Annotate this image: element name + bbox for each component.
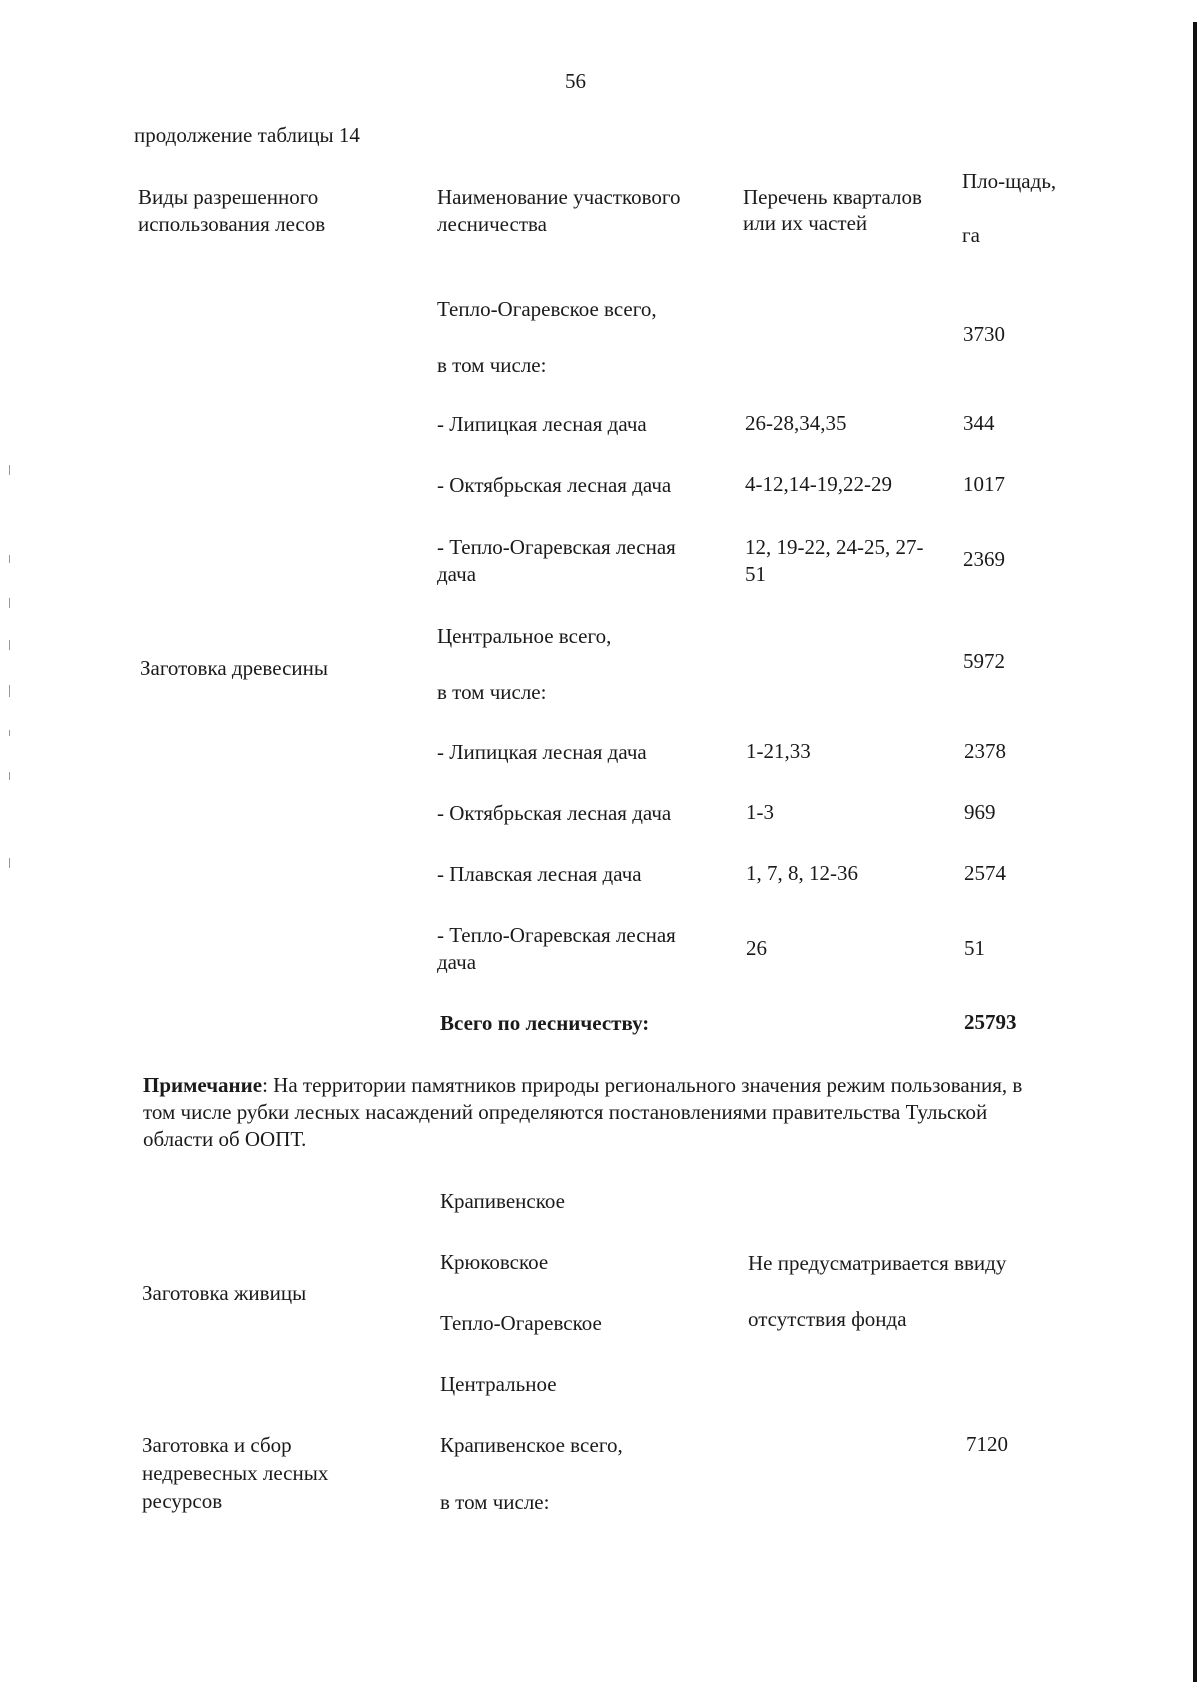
forestry-total-area: 5972 xyxy=(963,649,1005,673)
forestry-total-name: Крапивенское всего, xyxy=(440,1433,623,1457)
dacha-name: - Липицкая лесная дача xyxy=(437,412,647,436)
header-use-type: Виды разрешенного xyxy=(138,185,319,209)
scan-mark xyxy=(9,555,10,563)
dacha-name: - Плавская лесная дача xyxy=(437,862,642,886)
quarters-value: 26-28,34,35 xyxy=(745,411,847,435)
scan-mark xyxy=(9,730,10,736)
quarters-value: 26 xyxy=(746,936,767,960)
area-value: 969 xyxy=(964,800,996,824)
header-area: га xyxy=(962,223,980,247)
page-number: 56 xyxy=(565,69,586,93)
quarters-value: 12, 19-22, 24-25, 27- xyxy=(745,535,924,559)
scan-edge-line xyxy=(1193,22,1197,1682)
total-label: Всего по лесничеству: xyxy=(440,1011,650,1035)
area-value: 344 xyxy=(963,411,995,435)
dacha-name: - Тепло-Огаревская лесная xyxy=(437,535,676,559)
forestry-total-area: 3730 xyxy=(963,322,1005,346)
area-value: 2574 xyxy=(964,861,1006,885)
total-area: 25793 xyxy=(964,1010,1017,1034)
header-use-type: использования лесов xyxy=(138,212,326,236)
header-quarters: Перечень кварталов xyxy=(743,185,922,209)
quarters-value: 1-3 xyxy=(746,800,774,824)
scan-mark xyxy=(9,640,10,650)
scan-mark xyxy=(9,465,10,475)
use-type-label: недревесных лесных xyxy=(142,1461,329,1485)
scan-mark xyxy=(9,685,10,697)
area-value: 2378 xyxy=(964,739,1006,763)
header-quarters: или их частей xyxy=(743,211,868,235)
note-text: : На территории памятников природы регионального значения режим пользования, в том числе рубки лесных насаждений определяются постановлениями правительства Тульской области об ООПТ. xyxy=(143,1073,1023,1151)
note-label: Примечание xyxy=(143,1073,263,1097)
scan-mark xyxy=(9,598,10,608)
dacha-name: дача xyxy=(437,950,477,974)
quarters-value: 1-21,33 xyxy=(746,739,811,763)
header-forestry: лесничества xyxy=(437,212,547,236)
quarters-value: 4-12,14-19,22-29 xyxy=(745,472,892,496)
area-value: 2369 xyxy=(963,547,1005,571)
forestry-incl: в том числе: xyxy=(440,1490,550,1514)
forestry-total-name: Центральное всего, xyxy=(437,624,612,648)
dacha-name: - Липицкая лесная дача xyxy=(437,740,647,764)
scan-mark xyxy=(9,772,10,780)
resin-remark: отсутствия фонда xyxy=(748,1307,907,1331)
dacha-name: дача xyxy=(437,562,477,586)
use-type-label: Заготовка живицы xyxy=(142,1281,307,1305)
use-type-label: Заготовка древесины xyxy=(140,656,328,680)
forestry-total-area: 7120 xyxy=(966,1432,1008,1456)
table-note xyxy=(143,1072,1043,1153)
header-area: Пло-щадь, xyxy=(962,169,1057,193)
forestry-name: Крюковское xyxy=(440,1250,549,1274)
forestry-name: Центральное xyxy=(440,1372,557,1396)
dacha-name: - Октябрьская лесная дача xyxy=(437,473,672,497)
forestry-name: Крапивенское xyxy=(440,1189,565,1213)
quarters-value: 51 xyxy=(745,562,766,586)
use-type-label: ресурсов xyxy=(142,1489,223,1513)
forestry-name: Тепло-Огаревское xyxy=(440,1311,602,1335)
quarters-value: 1, 7, 8, 12-36 xyxy=(746,861,858,885)
resin-remark: Не предусматривается ввиду xyxy=(748,1251,1007,1275)
forestry-incl: в том числе: xyxy=(437,680,547,704)
dacha-name: - Тепло-Огаревская лесная xyxy=(437,923,676,947)
table-caption: продолжение таблицы 14 xyxy=(134,123,360,147)
forestry-total-name: Тепло-Огаревское всего, xyxy=(437,297,657,321)
dacha-name: - Октябрьская лесная дача xyxy=(437,801,672,825)
scan-mark xyxy=(9,858,10,868)
area-value: 51 xyxy=(964,936,985,960)
use-type-label: Заготовка и сбор xyxy=(142,1433,292,1457)
area-value: 1017 xyxy=(963,472,1005,496)
forestry-incl: в том числе: xyxy=(437,353,547,377)
header-forestry: Наименование участкового xyxy=(437,185,681,209)
